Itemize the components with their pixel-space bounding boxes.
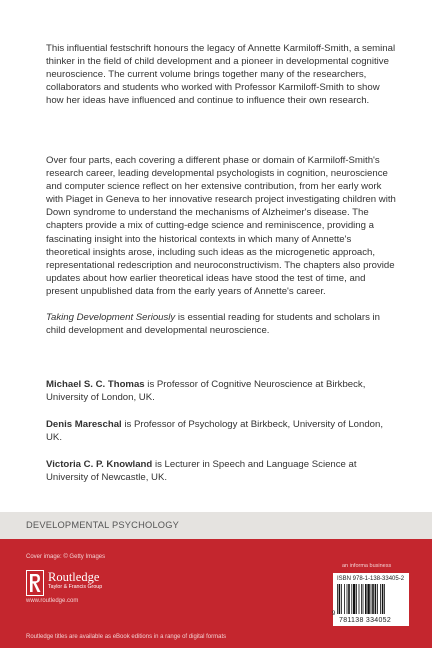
barcode-number [339, 617, 391, 624]
editor-bio [46, 378, 396, 404]
editor-bio-text: is Professor of Psychology at Birkbeck, University of London, UK. [46, 419, 384, 444]
routledge-logo [26, 570, 146, 614]
category-bar [0, 512, 432, 539]
cover-credit: Cover image: © Getty Images [26, 554, 106, 560]
blurb-paragraph-1: This influential festschrift honours the legacy of Annette Karmiloff-Smith, a seminal thinker in the field of child development and a pioneer in developmental cognitive neuroscience. The current volume brings together many of the researchers, collaborators and students who worked with Professor Karmiloff-Smith to show how her ideas have influenced and continue to influence their own research. [46, 43, 396, 107]
publisher-website: www.routledge.com [26, 598, 79, 604]
editor-bio-text: is Lecturer in Speech and Language Science at University of Newcastle, UK. [46, 459, 357, 484]
editor-name: Michael S. C. Thomas [46, 379, 145, 390]
barcode-icon [337, 584, 405, 617]
book-title: Taking Development Seriously [46, 312, 176, 323]
barcode-digits: 781138 334052 [339, 617, 392, 624]
routledge-r-icon [26, 570, 44, 596]
blurb-paragraph-3 [46, 311, 396, 337]
editor-name: Denis Mareschal [46, 419, 122, 430]
editor-bio-text: is Professor of Cognitive Neuroscience at Birkbeck, University of London, UK. [46, 379, 366, 404]
editor-name: Victoria C. P. Knowland [46, 459, 153, 470]
publisher-subtitle: Taylor & Francis Group [48, 584, 103, 590]
category-label: DEVELOPMENTAL PSYCHOLOGY [26, 520, 180, 530]
ebook-note: Routledge titles are available as eBook editions in a range of digital formats [26, 634, 227, 640]
publisher-footer [0, 539, 432, 648]
editor-bio [46, 418, 396, 444]
barcode-box [333, 573, 409, 626]
blurb-paragraph-3-text: is essential reading for students and scholars in child development and developmental neuroscience. [46, 312, 381, 337]
isbn: ISBN 978-1-138-33405-2 [337, 576, 405, 582]
editor-bio [46, 458, 396, 484]
barcode-lead-digit: 9 [332, 611, 336, 617]
informa-label: an informa business [342, 563, 392, 569]
blurb-paragraph-2: Over four parts, each covering a different phase or domain of Karmiloff-Smith's research career, leading developmental psychologists in cognition, neuroscience and computer science reflect on her extensive contribution, from her early work with Piaget in Geneva to her innovative research project investigating children with Down syndrome to understand the mechanisms of Alzheimer's disease. The chapters provide a mix of cutting-edge science and reminiscence, providing a fascinating insight into the historical contexts in which many of Annette's theoretical insights arose, including such ideas as the microgenetic approach, representational redescription and neuroconstructivism. The chapters also provide updates about how earlier theoretical ideas have stood the test of time, and present unpublished data from the early years of Annette's career. [46, 155, 396, 297]
publisher-name: Routledge [48, 570, 100, 584]
